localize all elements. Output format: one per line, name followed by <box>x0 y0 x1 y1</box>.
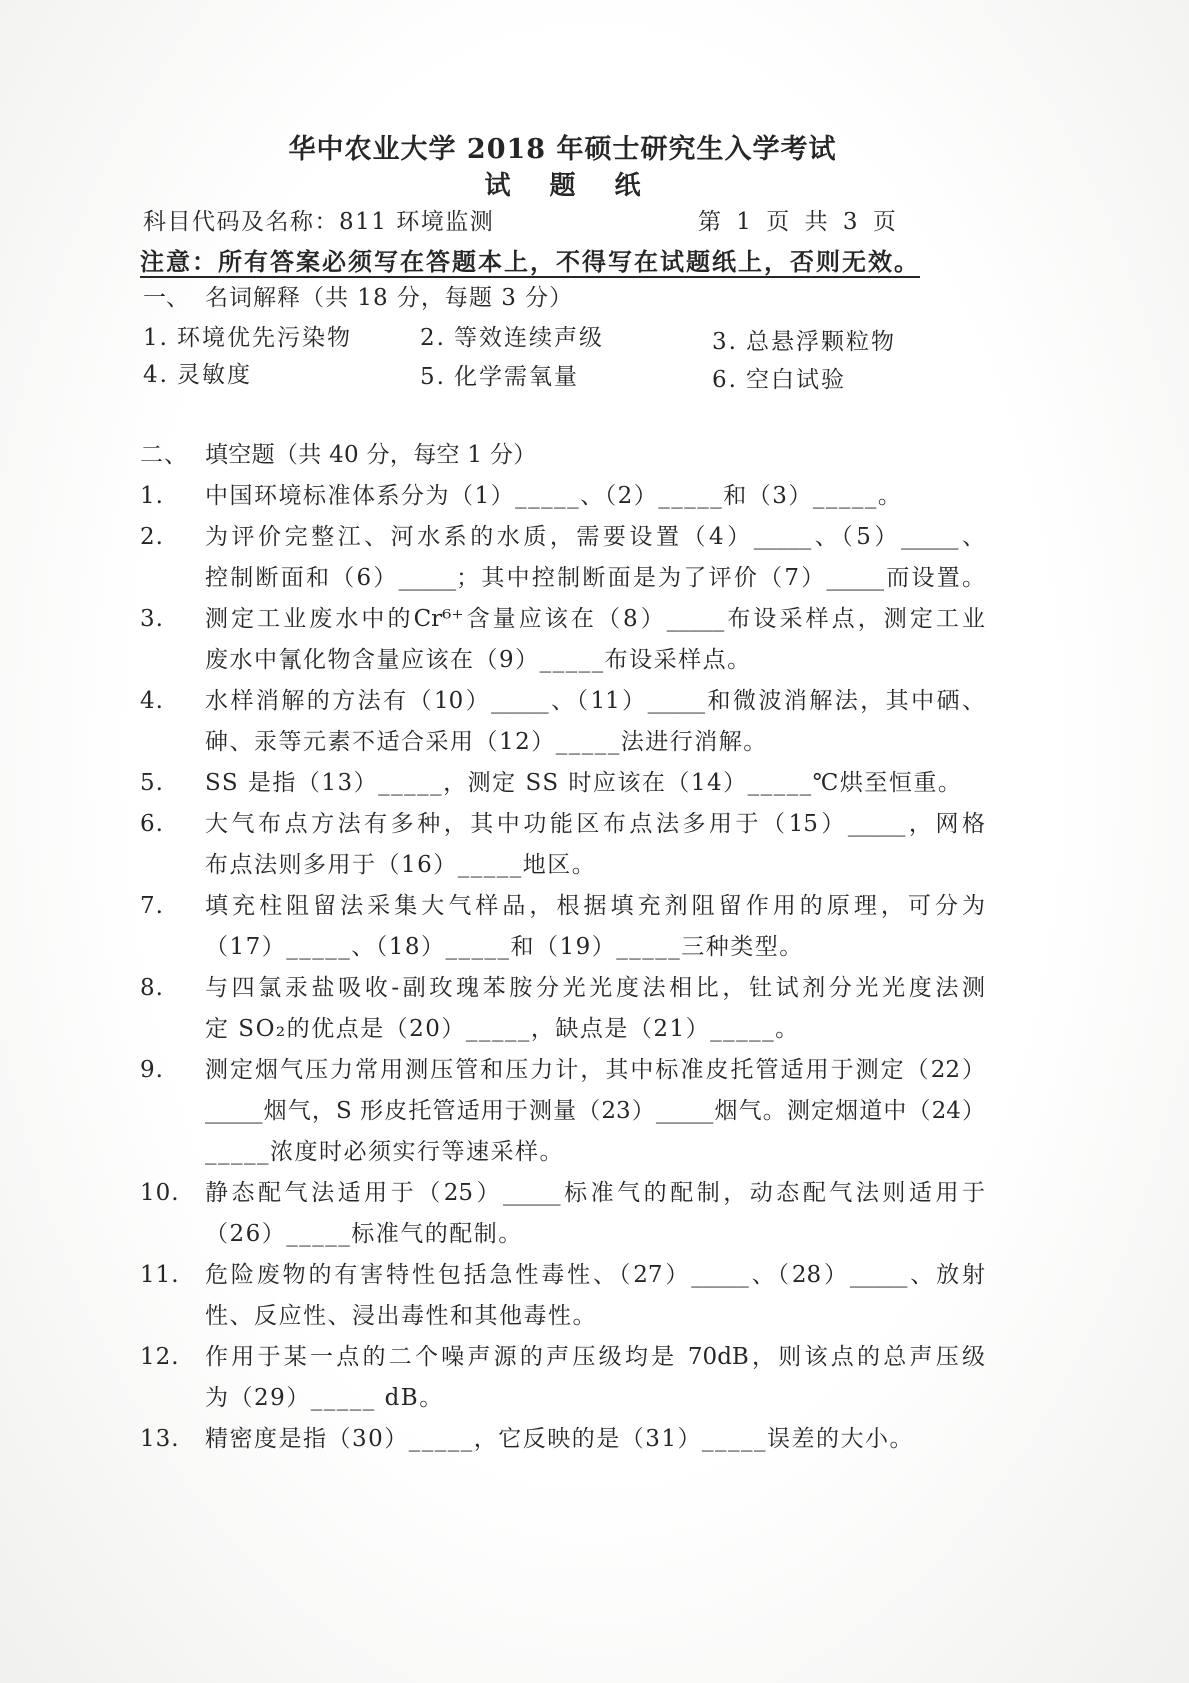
question-number: 3. <box>140 606 164 632</box>
question-number: 12. <box>140 1344 180 1370</box>
question-number: 6. <box>140 811 164 837</box>
question-1 <box>140 476 995 517</box>
question-11 <box>140 1255 995 1337</box>
term-number: 4. <box>143 362 169 388</box>
question-5 <box>140 763 995 804</box>
term-number: 5. <box>420 364 446 390</box>
question-line: （26）_____标准气的配制。 <box>205 1221 523 1247</box>
question-line: 测定工业废水中的Cr⁶⁺含量应该在（8）_____布设采样点，测定工业 <box>205 606 985 632</box>
question-8 <box>140 968 995 1050</box>
question-number: 2. <box>140 524 164 550</box>
term-text: 环境优先污染物 <box>176 325 352 351</box>
question-line: 定 SO₂的优点是（20）_____，缺点是（21）_____。 <box>205 1016 800 1042</box>
question-number: 5. <box>140 770 164 796</box>
term-text: 灵敏度 <box>176 362 252 388</box>
question-10 <box>140 1173 995 1255</box>
term-number: 6. <box>712 367 738 393</box>
subject-value: 811 环境监测 <box>339 209 495 235</box>
question-number: 1. <box>140 483 164 509</box>
question-line: 为评价完整江、河水系的水质，需要设置（4）_____、（5）_____、 <box>205 524 985 550</box>
question-line: 大气布点方法有多种，其中功能区布点法多用于（15）_____，网格 <box>205 811 985 837</box>
question-number: 7. <box>140 893 164 919</box>
question-line: 精密度是指（30）_____，它反映的是（31）_____误差的大小。 <box>205 1426 915 1452</box>
question-line: 性、反应性、浸出毒性和其他毒性。 <box>205 1303 597 1329</box>
question-number: 13. <box>140 1426 180 1452</box>
question-line: 填充柱阻留法采集大气样品，根据填充剂阻留作用的原理，可分为 <box>205 893 985 919</box>
section1-number: 一、 <box>143 285 189 311</box>
term-item <box>420 320 604 356</box>
term-text: 等效连续声级 <box>453 325 604 351</box>
question-number: 11. <box>140 1262 180 1288</box>
question-line: （17）_____、（18）_____和（19）_____三种类型。 <box>205 934 804 960</box>
term-item <box>420 359 579 395</box>
term-item <box>712 362 846 398</box>
section2-number: 二、 <box>140 442 188 468</box>
question-line: 砷、汞等元素不适合采用（12）_____法进行消解。 <box>205 729 768 755</box>
question-line: 布点法则多用于（16）_____地区。 <box>205 852 597 878</box>
term-item <box>143 320 352 356</box>
question-line: 中国环境标准体系分为（1）_____、（2）_____和（3）_____。 <box>205 483 903 509</box>
term-item <box>712 324 896 360</box>
question-number: 4. <box>140 688 164 714</box>
question-7 <box>140 886 995 968</box>
term-number: 1. <box>143 325 169 351</box>
question-number: 9. <box>140 1057 164 1083</box>
question-13 <box>140 1419 995 1460</box>
question-line: 控制断面和（6）_____；其中控制断面是为了评价（7）_____而设置。 <box>205 565 985 591</box>
notice: 注意：所有答案必须写在答题本上，不得写在试题纸上，否则无效。 <box>140 247 920 276</box>
question-line: 静态配气法适用于（25）_____标准气的配制，动态配气法则适用于 <box>205 1180 985 1206</box>
term-text: 总悬浮颗粒物 <box>745 329 896 355</box>
question-2 <box>140 517 995 599</box>
question-line: 作用于某一点的二个噪声源的声压级均是 70dB，则该点的总声压级 <box>205 1344 985 1370</box>
exam-subtitle: 试 题 纸 <box>484 171 653 201</box>
section2-heading: 填空题（共 40 分，每空 1 分） <box>205 442 537 468</box>
section1-heading: 名词解释（共 18 分，每题 3 分） <box>205 285 574 311</box>
question-line: 与四氯汞盐吸收-副玫瑰苯胺分光光度法相比，钍试剂分光光度法测 <box>205 975 985 1001</box>
question-line: 为（29）_____ dB。 <box>205 1385 444 1411</box>
subject-label: 科目代码及名称： <box>143 209 339 235</box>
term-number: 2. <box>420 325 446 351</box>
section2 <box>140 435 995 1460</box>
subject-line <box>143 204 494 240</box>
question-12 <box>140 1337 995 1419</box>
question-6 <box>140 804 995 886</box>
page-info: 第 1 页 共 3 页 <box>698 209 898 235</box>
question-line: 废水中氰化物含量应该在（9）_____布设采样点。 <box>205 647 752 673</box>
question-line: SS 是指（13）_____，测定 SS 时应该在（14）_____℃烘至恒重。 <box>205 770 963 796</box>
question-3 <box>140 599 995 681</box>
question-4 <box>140 681 995 763</box>
question-line: 水样消解的方法有（10）_____、（11）_____和微波消解法，其中硒、 <box>205 688 985 714</box>
term-text: 空白试验 <box>745 367 846 393</box>
term-number: 3. <box>712 329 738 355</box>
exam-title: 华中农业大学 2018 年硕士研究生入学考试 <box>288 134 837 165</box>
question-line: 危险废物的有害特性包括急性毒性、（27）_____、（28）_____、放射 <box>205 1262 985 1288</box>
question-line: _____烟气，S 形皮托管适用于测量（23）_____烟气。测定烟道中（24） <box>205 1098 985 1124</box>
question-9 <box>140 1050 995 1173</box>
question-number: 8. <box>140 975 164 1001</box>
term-item <box>143 357 252 393</box>
question-number: 10. <box>140 1180 180 1206</box>
question-line: _____浓度时必须实行等速采样。 <box>205 1139 564 1165</box>
question-line: 测定烟气压力常用测压管和压力计，其中标准皮托管适用于测定（22） <box>205 1057 985 1083</box>
term-text: 化学需氧量 <box>453 364 579 390</box>
section2-heading-row <box>140 435 995 476</box>
